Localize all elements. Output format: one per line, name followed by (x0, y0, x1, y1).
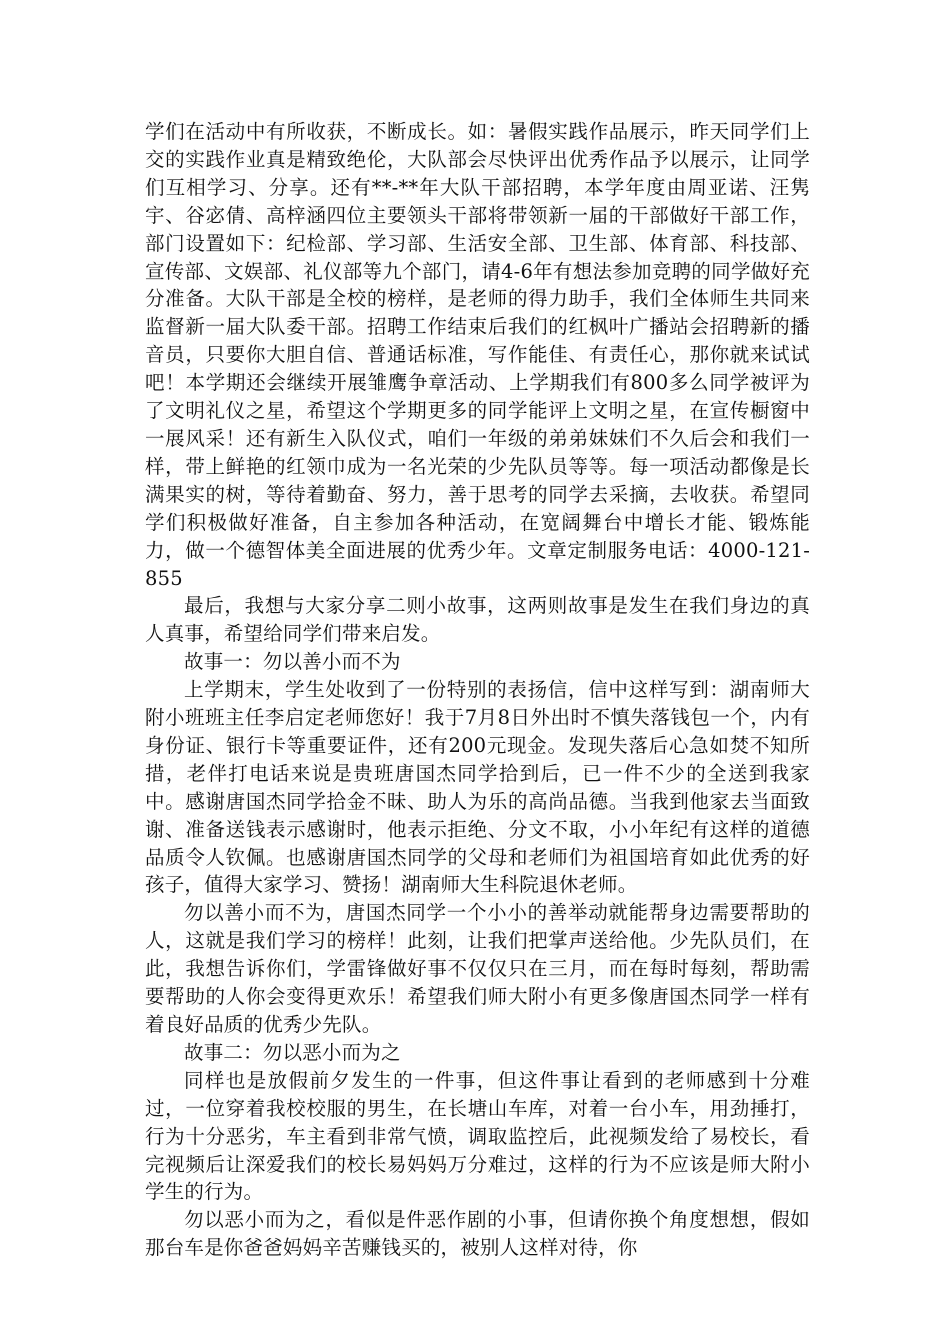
paragraph-story-one-reflection: 勿以善小而不为，唐国杰同学一个小小的善举动就能帮身边需要帮助的人，这就是我们学习的榜样！此刻，让我们把掌声送给他。少先队员们，在此，我想告诉你们，学雷锋做好事不仅仅只在三月，而在每时每刻，帮助需要帮助的人你会变得更欢乐！希望我们师大附小有更多像唐国杰同学一样有着良好品质的优秀少先队。 (145, 901, 810, 1036)
paragraph-story-two-reflection: 勿以恶小而为之，看似是件恶作剧的小事，但请你换个角度想想，假如那台车是你爸爸妈妈辛苦赚钱买的，被别人这样对待，你 (145, 1208, 810, 1260)
paragraph-praise-letter: 上学期末，学生处收到了一份特别的表扬信，信中这样写到：湖南师大附小班班主任李启定老师您好！我于7月8日外出时不慎失落钱包一个，内有身份证、银行卡等重要证件，还有200元现金。发现失落后心急如焚不知所措，老伴打电话来说是贵班唐国杰同学拾到后，已一件不少的全送到我家中。感谢唐国杰同学拾金不昧、助人为乐的高尚品德。当我到他家去当面致谢、准备送钱表示感谢时，他表示拒绝、分文不取，小小年纪有这样的道德品质令人钦佩。也感谢唐国杰同学的父母和老师们为祖国培育如此优秀的好孩子，值得大家学习、赞扬！湖南师大生科院退休老师。 (145, 678, 810, 897)
paragraph-story-two-incident: 同样也是放假前夕发生的一件事，但这件事让看到的老师感到十分难过，一位穿着我校校服的男生，在长塘山车库，对着一台小车，用劲捶打，行为十分恶劣，车主看到非常气愤，调取监控后，此视频发给了易校长，看完视频后让深爱我们的校长易妈妈万分难过，这样的行为不应该是师大附小学生的行为。 (145, 1068, 810, 1204)
document-body (145, 118, 810, 1262)
story-one-heading: 故事一：勿以善小而不为 (184, 650, 401, 674)
paragraph-stories-intro: 最后，我想与大家分享二则小故事，这两则故事是发生在我们身边的真人真事，希望给同学们带来启发。 (145, 594, 810, 646)
paragraph-activities: 学们在活动中有所收获，不断成长。如：暑假实践作品展示，昨天同学们上交的实践作业真是精致绝伦，大队部会尽快评出优秀作品予以展示，让同学们互相学习、分享。还有**-**年大队干部招聘，本学年度由周亚诺、汪隽宇、谷宓倩、高梓涵四位主要领头干部将带领新一届的干部做好干部工作，部门设置如下：纪检部、学习部、生活安全部、卫生部、体育部、科技部、宣传部、文娱部、礼仪部等九个部门，请4-6年有想法参加竞聘的同学做好充分准备。大队干部是全校的榜样，是老师的得力助手，我们全体师生共同来监督新一届大队委干部。招聘工作结束后我们的红枫叶广播站会招聘新的播音员，只要你大胆自信、普通话标准，写作能佳、有责任心，那你就来试试吧！本学期还会继续开展雏鹰争章活动、上学期我们有800多么同学被评为了文明礼仪之星，希望这个学期更多的同学能评上文明之星，在宣传橱窗中一展风采！还有新生入队仪式，咱们一年级的弟弟妹妹们不久后会和我们一样，带上鲜艳的红领巾成为一名光荣的少先队员等等。每一项活动都像是长满果实的树，等待着勤奋、努力，善于思考的同学去采摘，去收获。希望同学们积极做好准备，自主参加各种活动，在宽阔舞台中增长才能、锻炼能力，做一个德智体美全面进展的优秀少年。文章定制服务电话：4000-121-855 (145, 120, 810, 590)
story-two-heading: 故事二：勿以恶小而为之 (184, 1040, 401, 1064)
